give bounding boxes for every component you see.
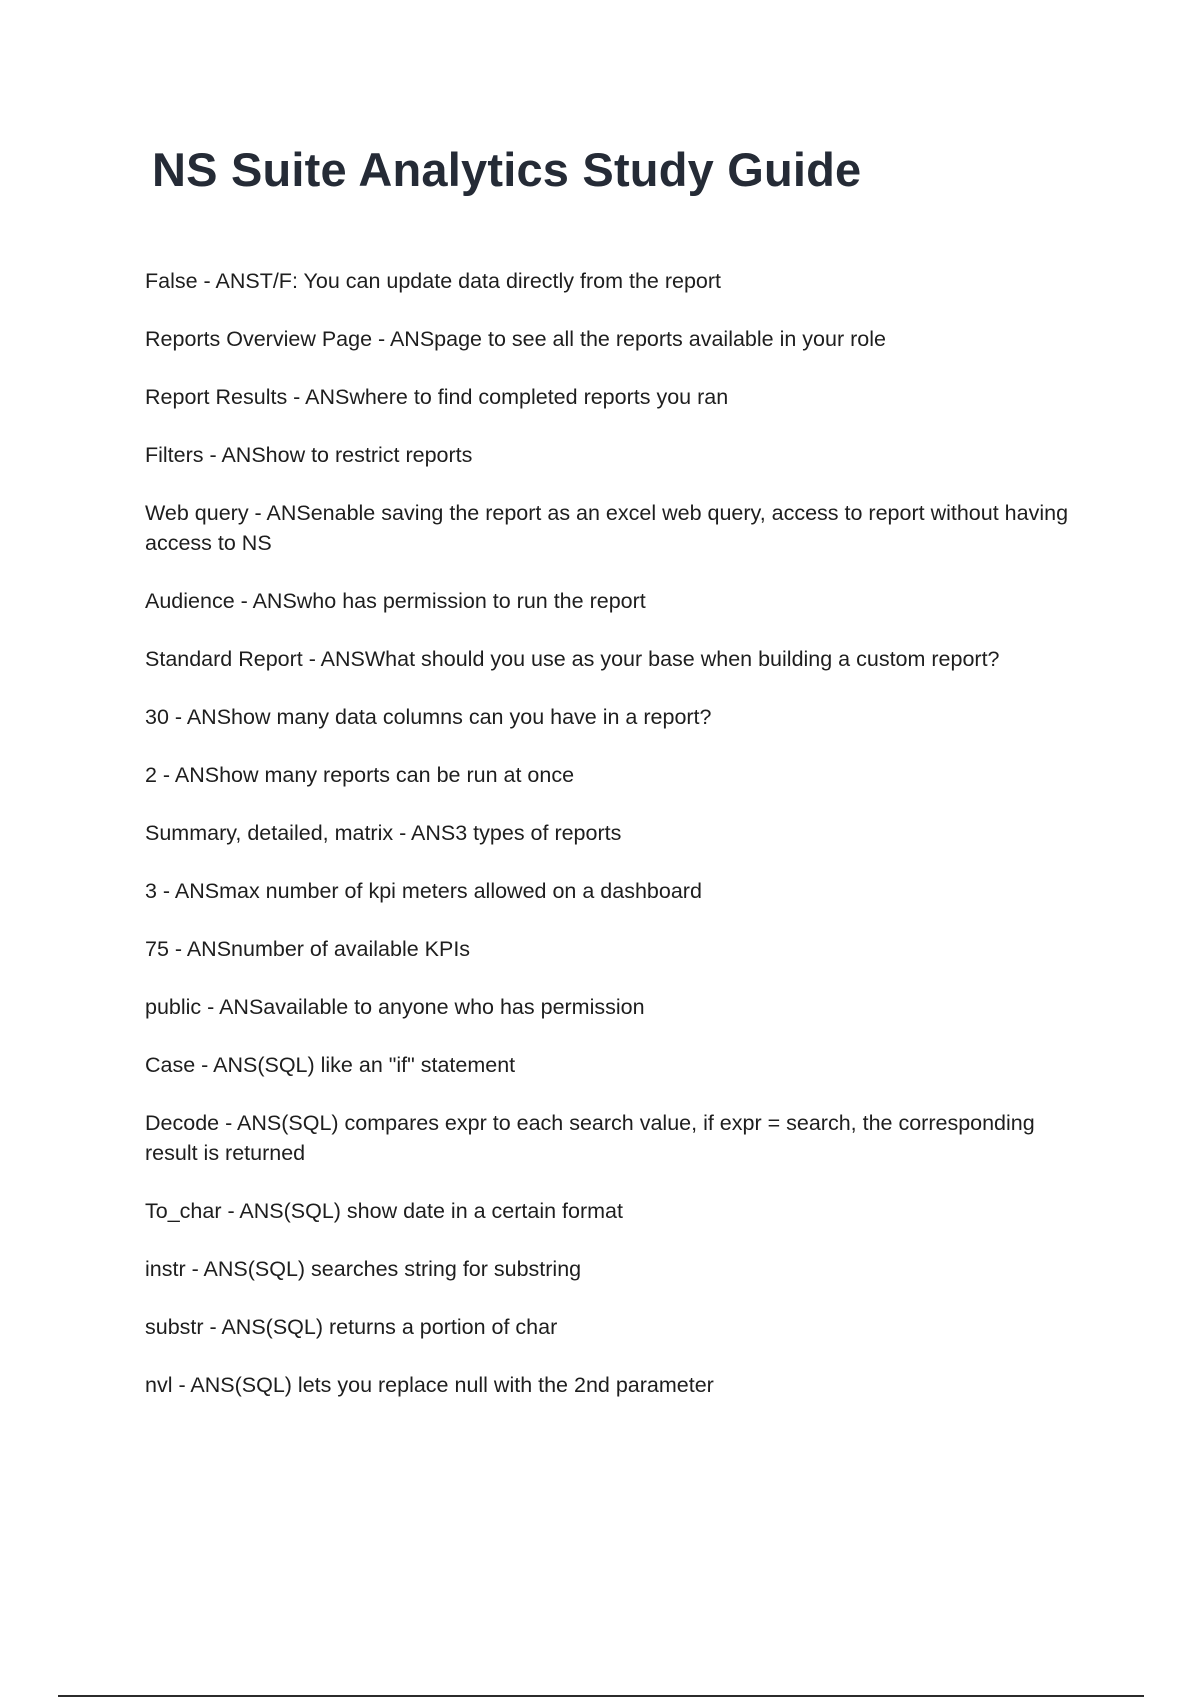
qa-item: 2 - ANShow many reports can be run at once xyxy=(145,763,575,787)
qa-item: nvl - ANS(SQL) lets you replace null with the 2nd parameter xyxy=(145,1373,714,1397)
qa-item: Case - ANS(SQL) like an "if" statement xyxy=(145,1053,516,1077)
page-title: NS Suite Analytics Study Guide xyxy=(152,143,862,196)
qa-item: Standard Report - ANSWhat should you use as your base when building a custom report? xyxy=(145,647,1000,671)
qa-item: Decode - ANS(SQL) compares expr to each search value, if expr = search, the corresponding result is returned xyxy=(145,1111,1035,1165)
qa-item: 75 - ANSnumber of available KPIs xyxy=(145,937,471,961)
qa-item: substr - ANS(SQL) returns a portion of char xyxy=(145,1315,558,1339)
qa-item: Reports Overview Page - ANSpage to see all the reports available in your role xyxy=(145,327,886,351)
footer-divider xyxy=(58,1695,1144,1697)
qa-item: False - ANST/F: You can update data directly from the report xyxy=(145,269,722,293)
qa-item: To_char - ANS(SQL) show date in a certain format xyxy=(145,1199,623,1223)
qa-item: 30 - ANShow many data columns can you have in a report? xyxy=(145,705,712,729)
qa-item: instr - ANS(SQL) searches string for substring xyxy=(145,1257,582,1281)
qa-item: Audience - ANSwho has permission to run the report xyxy=(145,589,646,613)
qa-item: Report Results - ANSwhere to find completed reports you ran xyxy=(145,385,729,409)
qa-item: Web query - ANSenable saving the report as an excel web query, access to report without having access to NS xyxy=(145,501,1069,555)
qa-item: Filters - ANShow to restrict reports xyxy=(145,443,473,467)
qa-item: public - ANSavailable to anyone who has permission xyxy=(145,995,645,1019)
qa-list xyxy=(145,266,1075,1428)
qa-item: 3 - ANSmax number of kpi meters allowed on a dashboard xyxy=(145,879,702,903)
qa-item: Summary, detailed, matrix - ANS3 types of reports xyxy=(145,821,622,845)
